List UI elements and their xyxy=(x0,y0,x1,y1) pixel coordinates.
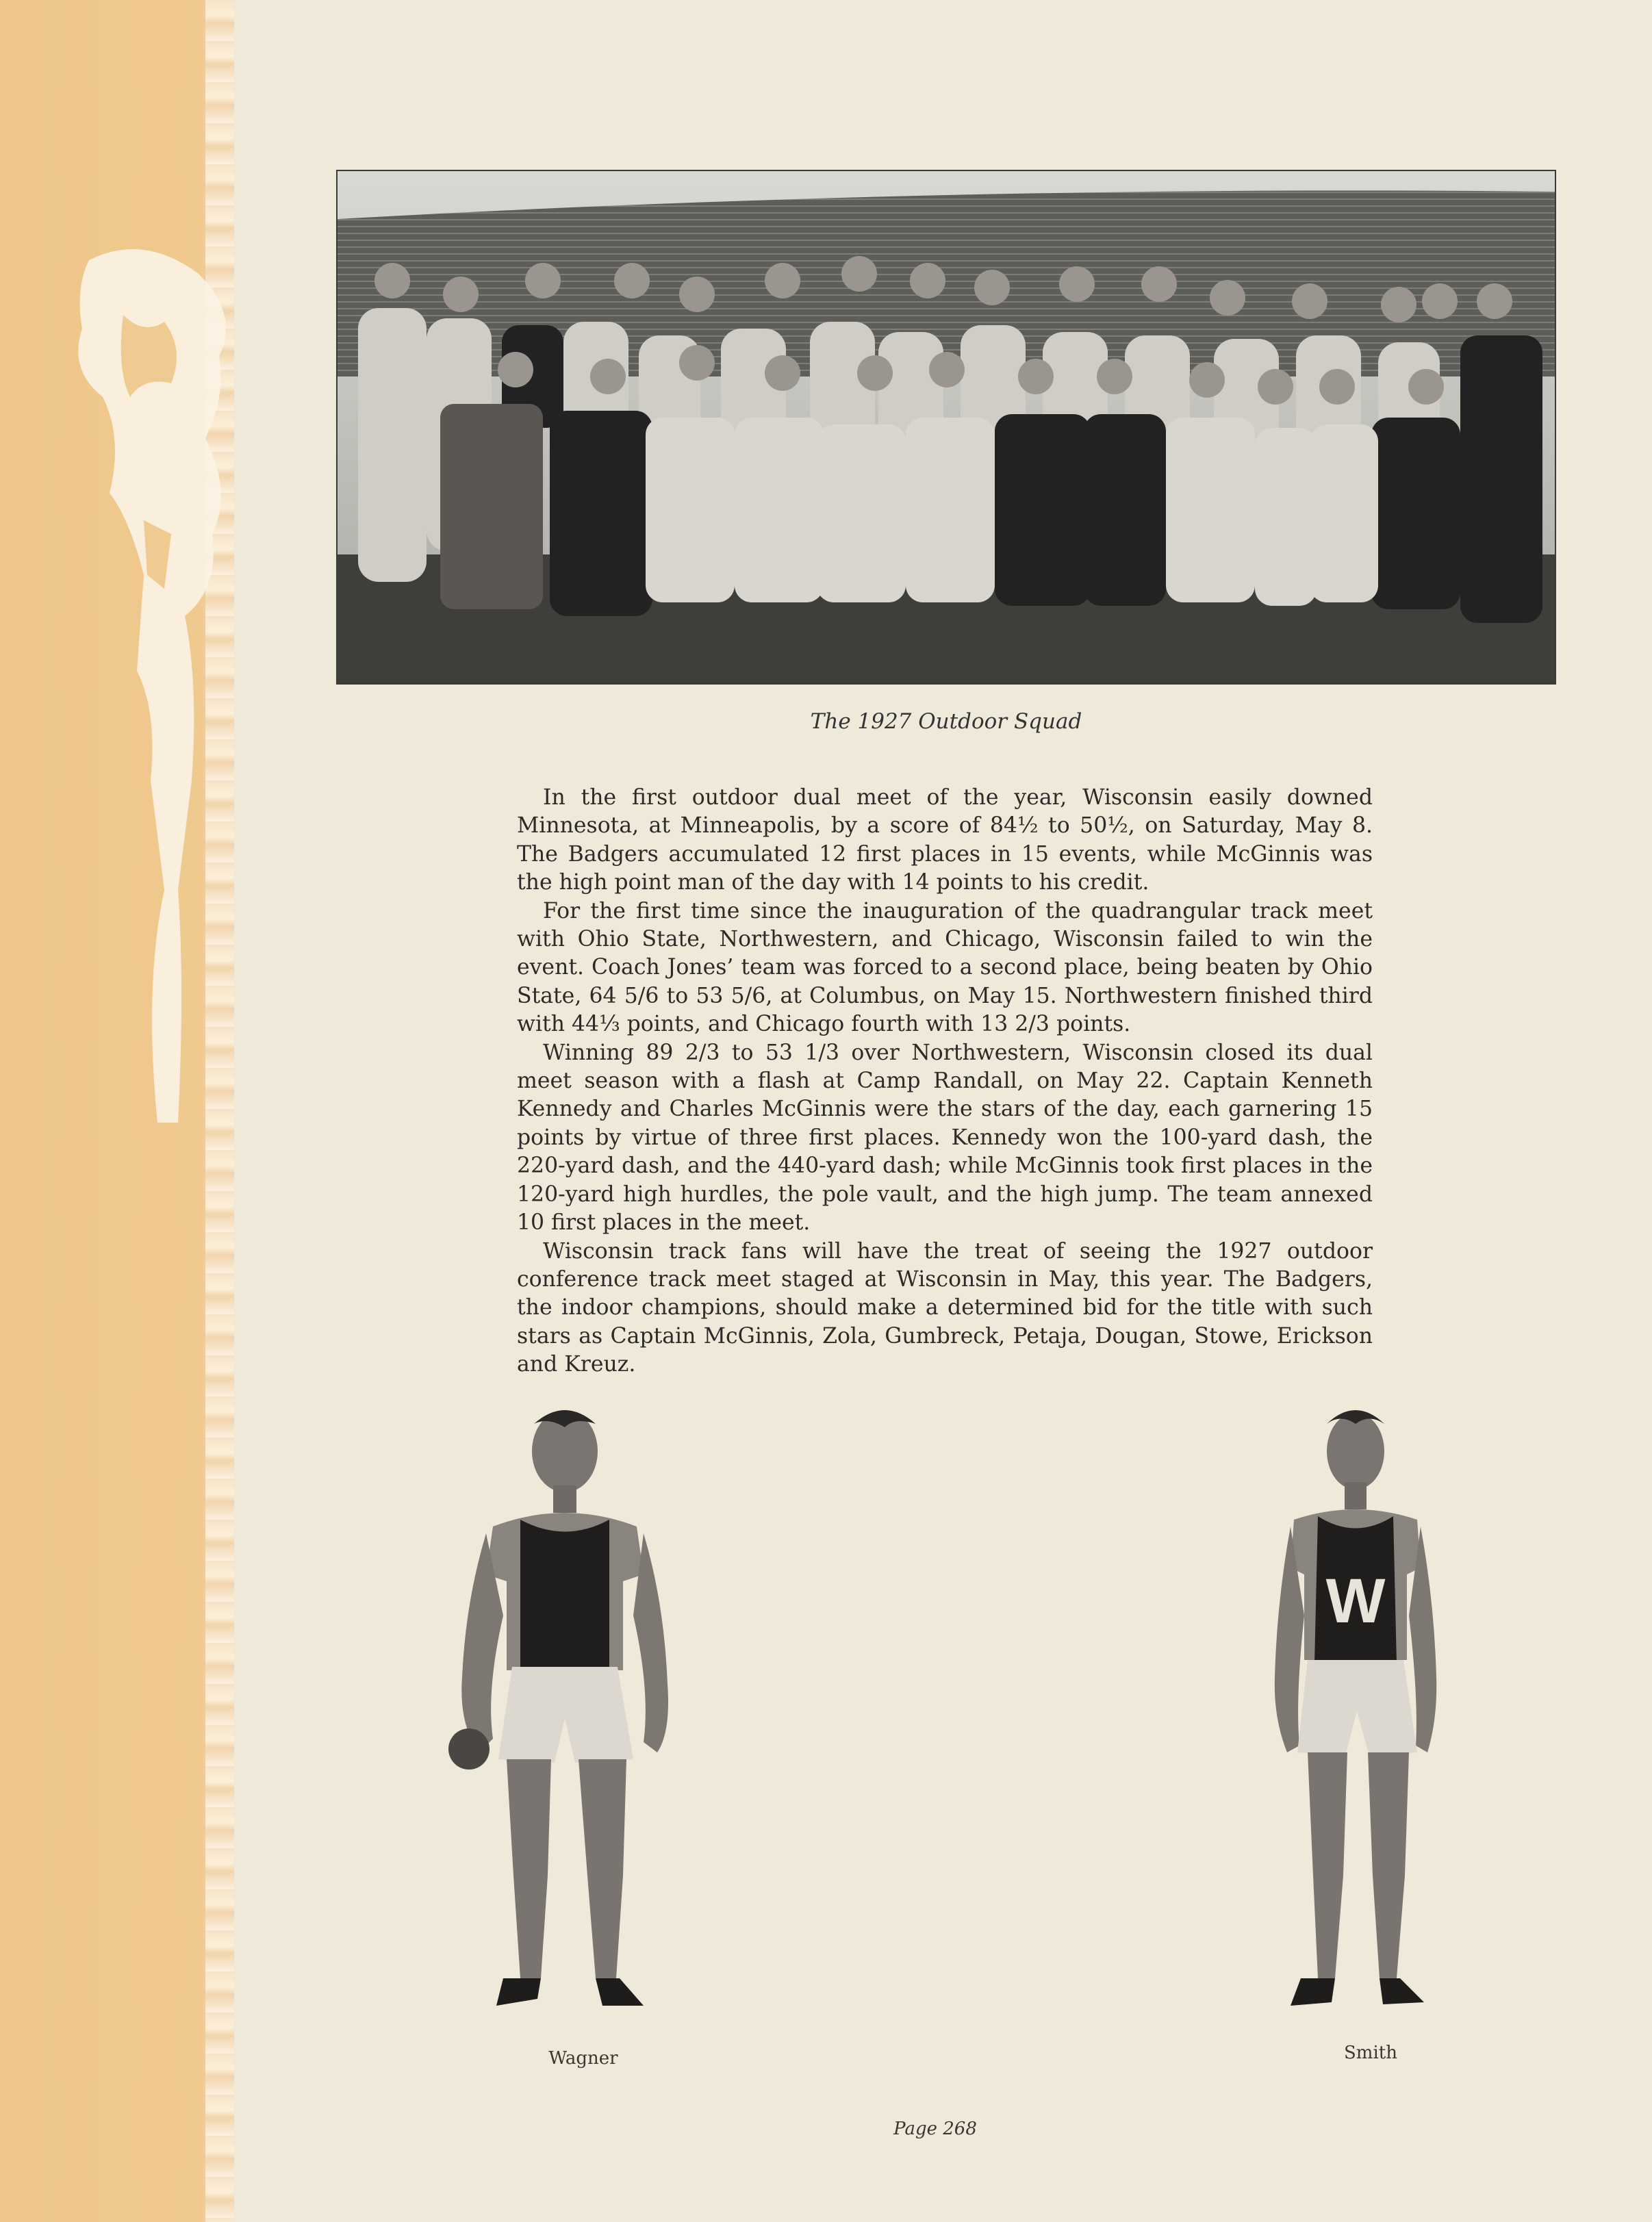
article-body xyxy=(517,784,1373,1379)
team-photo-graphic xyxy=(338,171,1555,683)
photo-caption: The 1927 Outdoor Squad xyxy=(810,709,1082,734)
wagner-figure xyxy=(438,1396,705,2033)
paragraph-3: Winning 89 2/3 to 53 1/3 over Northwestern, Wisconsin closed its dual meet season with a flash at Camp Randall, on May 22. Captain Kenneth Kennedy and Charles McGinnis were the stars of the day, each garnering 15 points by virtue of three first places. Kennedy won the 100-yard dash, the 220-yard dash, and the 440-yard dash; while McGinnis took first places in the 120-yard high hurdles, the pole vault, and the high jump. The team annexed 10 first places in the meet. xyxy=(517,1040,1373,1236)
wagner-photo xyxy=(438,1396,705,2033)
team-photo xyxy=(338,171,1555,683)
smith-figure xyxy=(1260,1396,1458,2033)
smith-photo xyxy=(1260,1396,1458,2033)
paragraph-4: Wisconsin track fans will have the treat of seeing the 1927 outdoor conference track meet staged at Wisconsin in May, this year. The Badgers, the indoor champions, should make a determined bid for the title with such stars as Captain McGinnis, Zola, Gumbreck, Petaja, Dougan, Stowe, Erickson and Kreuz. xyxy=(517,1238,1373,1377)
portrait-name-smith: Smith xyxy=(1344,2043,1397,2063)
page-number: Page 268 xyxy=(893,2119,977,2139)
paragraph-2: For the first time since the inauguration of the quadrangular track meet with Ohio State, Northwestern, and Chicago, Wisconsin failed to win the event. Coach Jones’ team was forced to a second place, being beaten by Ohio State, 64 5/6 to 53 5/6, at Columbus, on May 15. Northwestern finished third with 44⅓ points, and Chicago fourth with 13 2/3 points. xyxy=(517,898,1373,1037)
jersey-letter: W xyxy=(1325,1566,1386,1636)
border-ornament xyxy=(62,233,253,1164)
paragraph-1: In the first outdoor dual meet of the year, Wisconsin easily downed Minnesota, at Minneapolis, by a score of 84½ to 50½, on Saturday, May 8. The Badgers accumulated 12 first places in 15 events, while McGinnis was the high point man of the day with 14 points to his credit. xyxy=(517,785,1373,895)
portrait-name-wagner: Wagner xyxy=(548,2048,618,2069)
